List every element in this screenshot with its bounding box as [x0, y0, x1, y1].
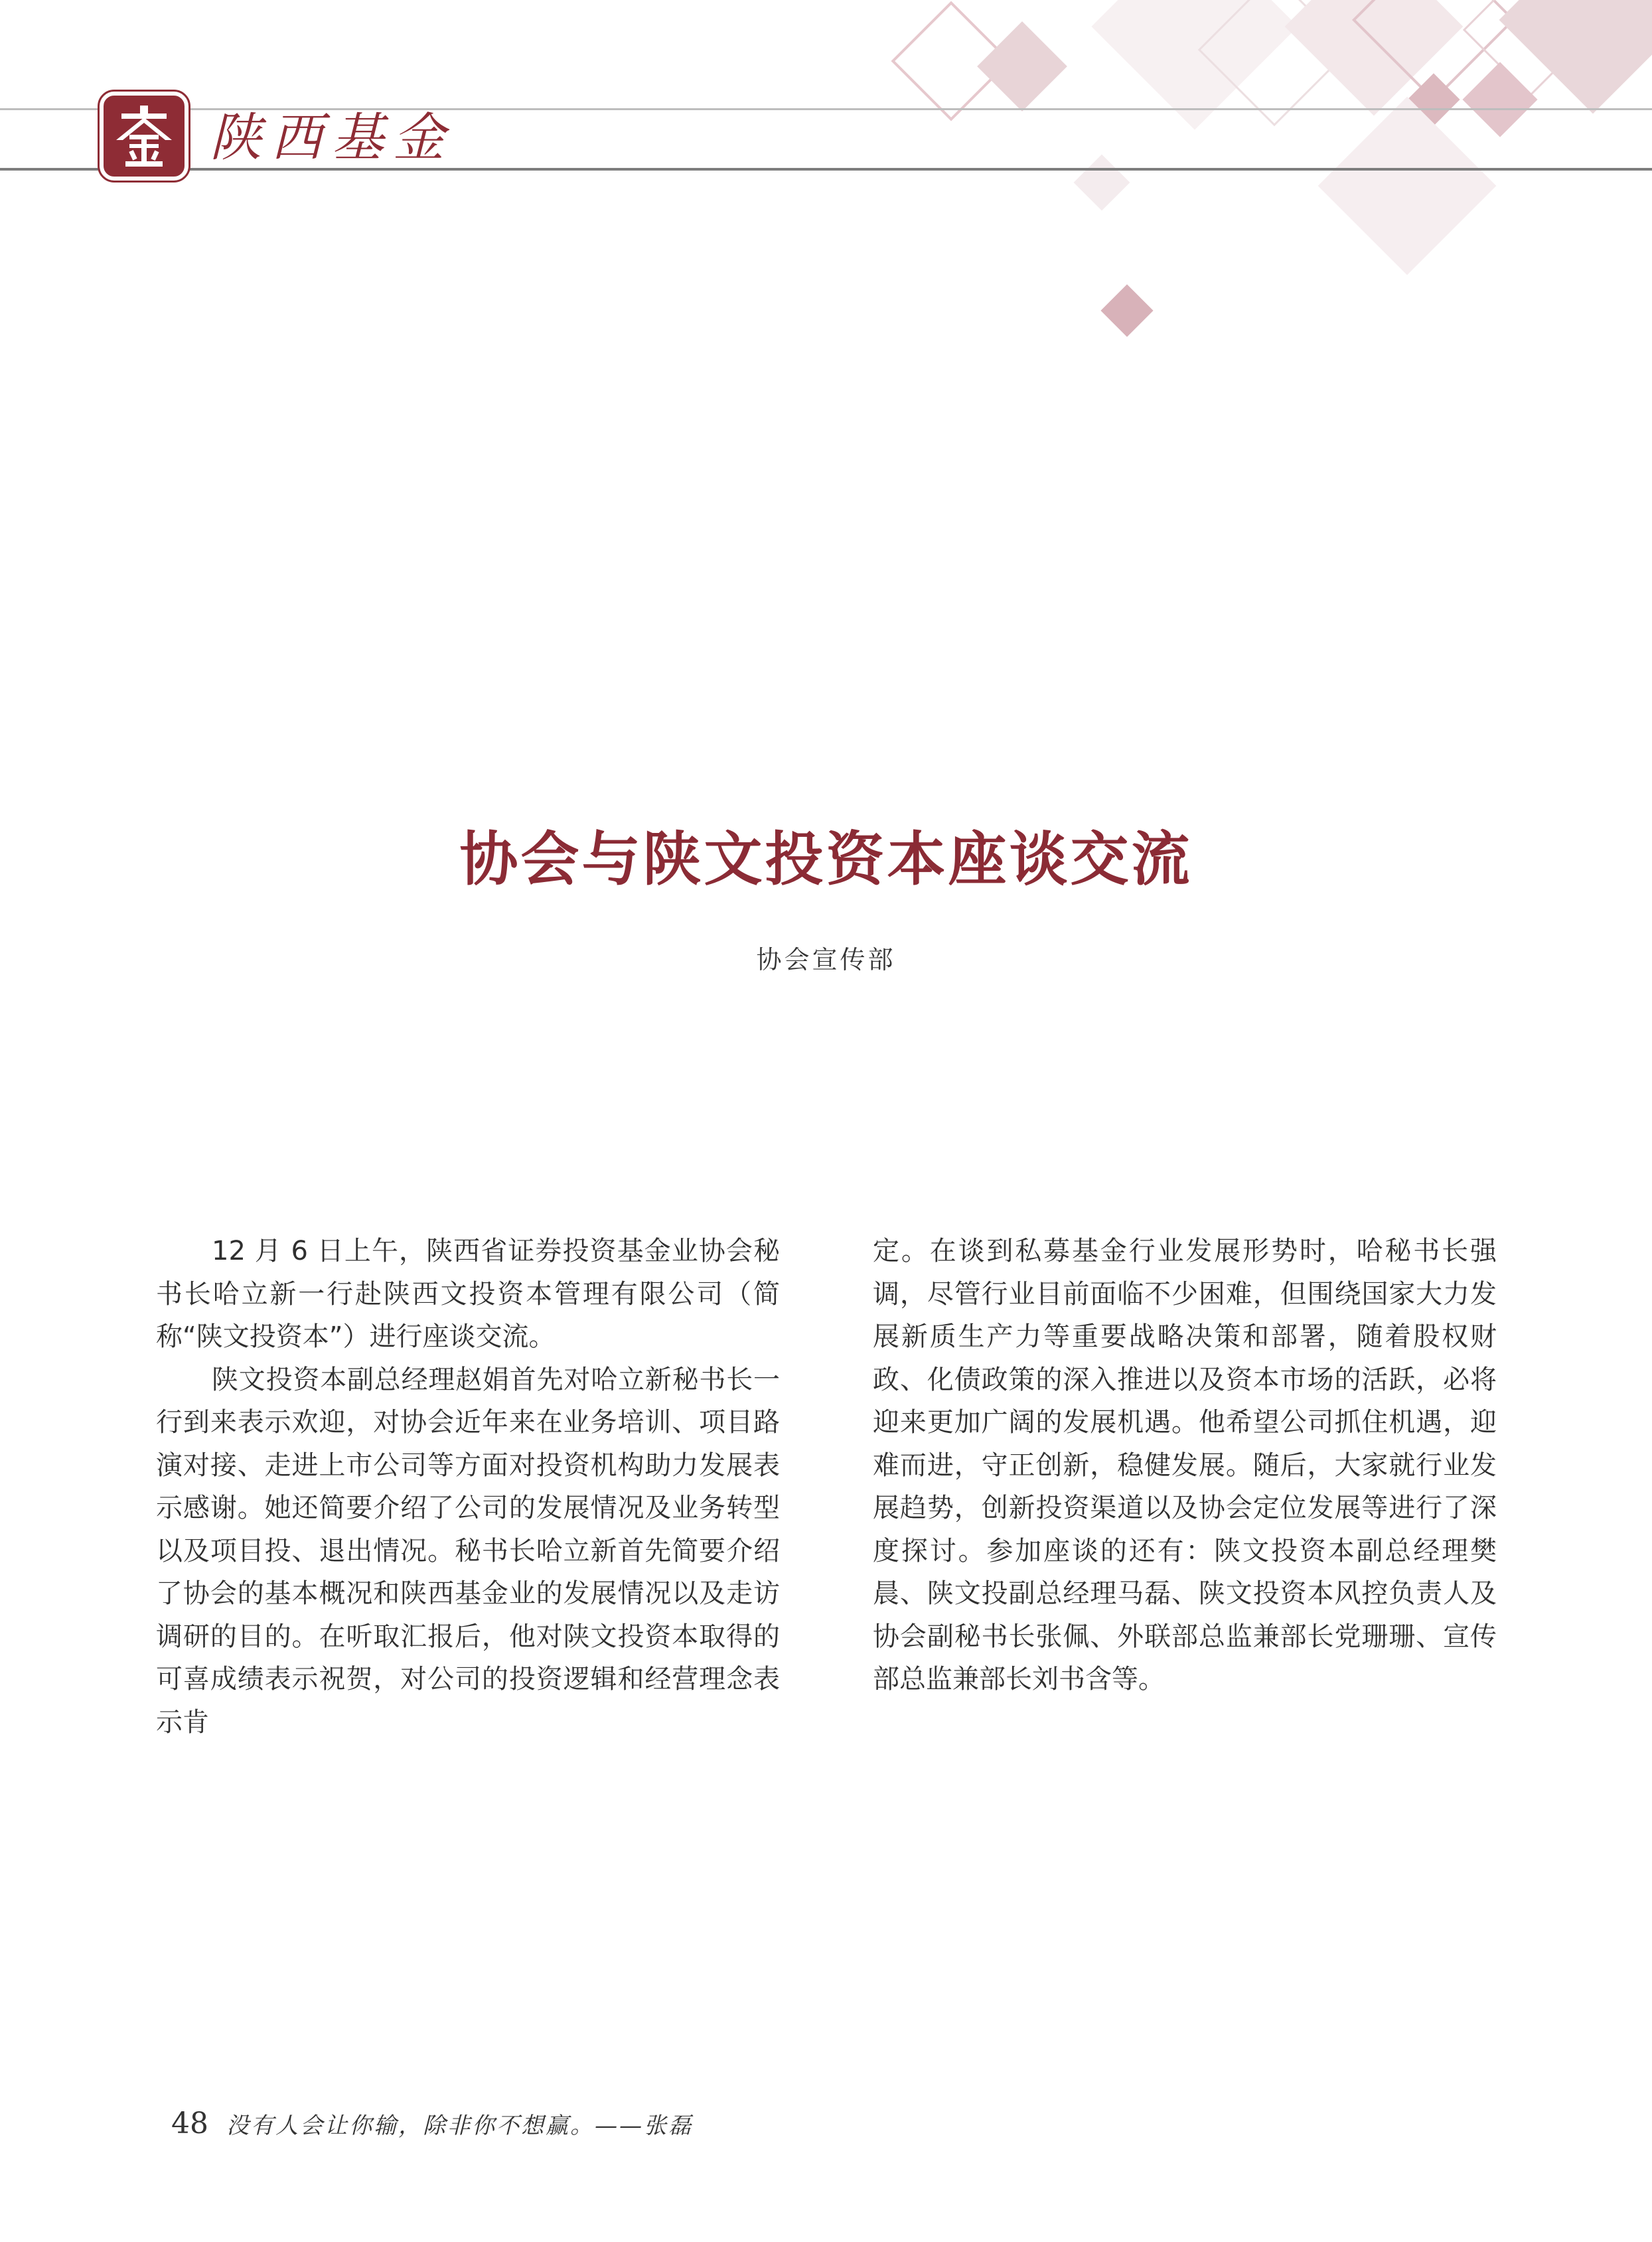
- article-column-right: [873, 1230, 1497, 1701]
- page-footer: [171, 2104, 693, 2144]
- article-paragraph: 定。在谈到私募基金行业发展形势时，哈秘书长强调，尽管行业目前面临不少困难，但围绕国家大力发展新质生产力等重要战略决策和部署，随着股权财政、化债政策的深入推进以及资本市场的活跃，必将迎来更加广阔的发展机遇。他希望公司抓住机遇，迎难而进，守正创新，稳健发展。随后，大家就行业发展趋势，创新投资渠道以及协会定位发展等进行了深度探讨。参加座谈的还有：陕文投资本副总经理樊晨、陕文投副总经理马磊、陕文投资本风控负责人及协会副秘书长张佩、外联部总监兼部长党珊珊、宣传部总监兼部长刘书含等。: [873, 1236, 1497, 1694]
- article-paragraph: 12 月 6 日上午，陕西省证券投资基金业协会秘书长哈立新一行赴陕西文投资本管理有限公司（简称“陕文投资本”）进行座谈交流。: [156, 1236, 780, 1352]
- footer-quote: 没有人会让你输，除非你不想赢。——张磊: [226, 2113, 694, 2139]
- magazine-name: 陕西基金: [210, 108, 455, 168]
- shaanxi-fund-seal-icon: [110, 102, 179, 171]
- article-paragraph: 陕文投资本副总经理赵娟首先对哈立新秘书长一行到来表示欢迎，对协会近年来在业务培训、项目路演对接、走进上市公司等方面对投资机构助力发展表示感谢。她还简要介绍了公司的发展情况及业务转型以及项目投、退出情况。秘书长哈立新首先简要介绍了协会的基本概况和陕西基金业的发展情况以及走访调研的目的。在听取汇报后，他对陕文投资本取得的可喜成绩表示祝贺，对公司的投资逻辑和经营理念表示肯: [156, 1364, 780, 1738]
- magazine-logo: [100, 92, 188, 181]
- article-title: 协会与陕文投资本座谈交流: [459, 824, 1193, 893]
- page-number: 48: [171, 2107, 208, 2140]
- article-column-left: [156, 1230, 780, 1744]
- decorative-diamond-pattern: [836, 0, 1652, 345]
- article-author: 协会宣传部: [756, 945, 896, 974]
